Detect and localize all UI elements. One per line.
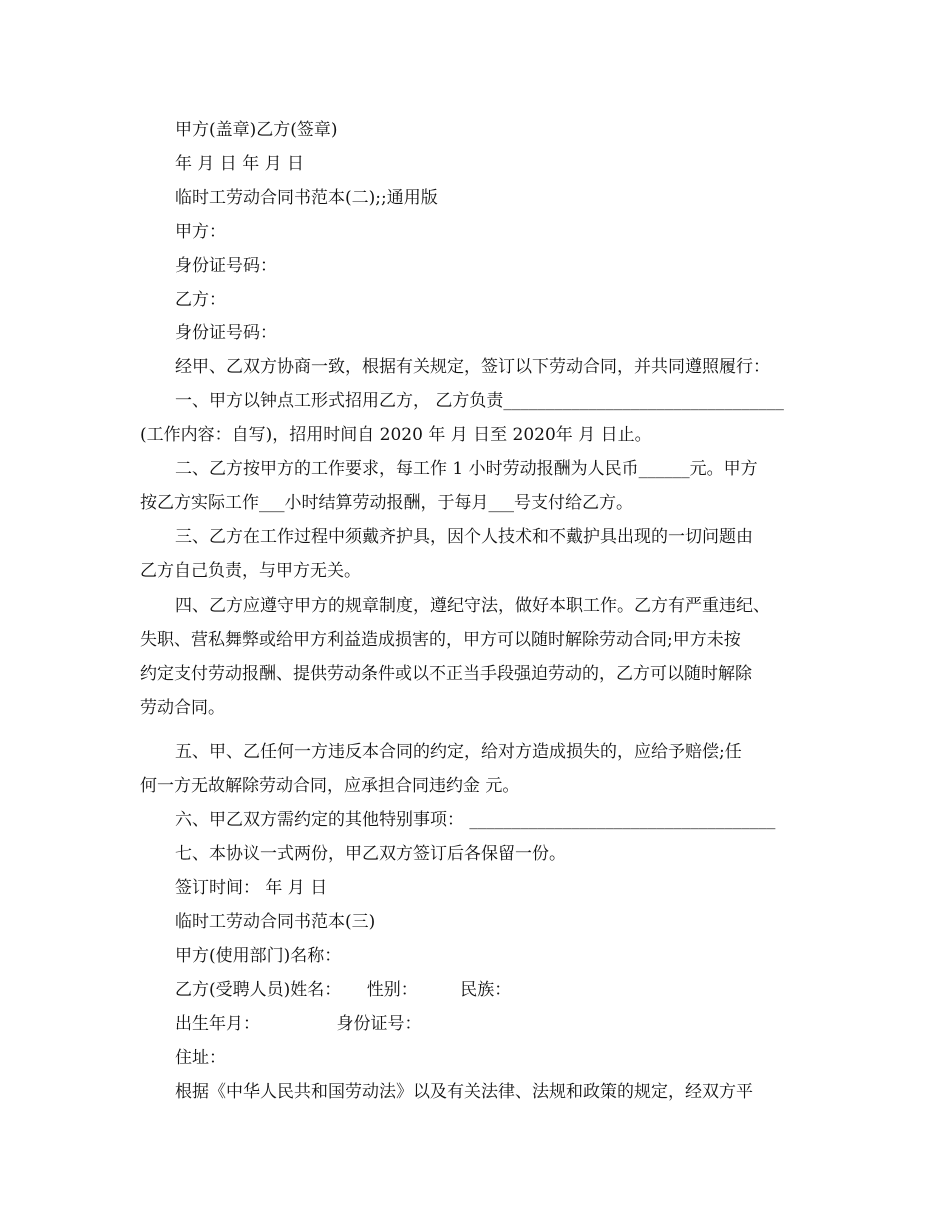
signature-line: 甲方(盖章)乙方(签章) (175, 120, 338, 140)
date-line: 年 月 日 年 月 日 (175, 154, 305, 174)
clause-3-line-1: 三、乙方在工作过程中须戴齐护具，因个人技术和不戴护具出现的一切问题由 (175, 527, 753, 547)
employer-name-line: 甲方(使用部门)名称： (175, 946, 342, 966)
signing-date-line: 签订时间： 年 月 日 (175, 878, 328, 898)
birth-id-line: 出生年月： 身份证号： (175, 1014, 422, 1034)
section-title-2: 临时工劳动合同书范本(二);;通用版 (175, 188, 438, 208)
address-line: 住址： (175, 1048, 226, 1068)
party-a-id-label: 身份证号码： (175, 256, 277, 276)
clause-4-line-3: 约定支付劳动报酬、提供劳动条件或以不正当手段强迫劳动的，乙方可以随时解除 (140, 664, 752, 684)
clause-5-line-2: 何一方无故解除劳动合同，应承担合同违约金 元。 (140, 776, 520, 796)
clause-4-line-2: 失职、营私舞弊或给甲方利益造成损害的，甲方可以随时解除劳动合同;甲方未按 (140, 630, 741, 650)
legal-basis-line: 根据《中华人民共和国劳动法》以及有关法律、法规和政策的规定，经双方平 (175, 1082, 753, 1102)
clause-4-line-4: 劳动合同。 (140, 698, 225, 718)
clause-1-line-2: (工作内容：自写)，招用时间自 2020 年 月 日至 2020年 月 日止。 (140, 425, 652, 445)
clause-3-line-2: 乙方自己负责，与甲方无关。 (140, 561, 361, 581)
employee-info-line: 乙方(受聘人员)姓名： 性别： 民族： (175, 980, 512, 1000)
party-b-id-label: 身份证号码： (175, 323, 277, 343)
clause-4-line-1: 四、乙方应遵守甲方的规章制度，遵纪守法，做好本职工作。乙方有严重违纪、 (175, 596, 770, 616)
clause-2-line-1: 二、乙方按甲方的工作要求，每工作 1 小时劳动报酬为人民币______元。甲方 (175, 459, 758, 479)
party-a-label: 甲方： (175, 222, 226, 242)
clause-6-line: 六、甲乙双方需约定的其他特别事项： ____________________________________ (175, 810, 776, 830)
clause-2-line-2: 按乙方实际工作___小时结算劳动报酬，于每月___号支付给乙方。 (140, 493, 633, 513)
clause-7-line: 七、本协议一式两份，甲乙双方签订后各保留一份。 (175, 844, 566, 864)
clause-1-line-1: 一、甲方以钟点工形式招用乙方， 乙方负责_________________________________ (175, 391, 784, 411)
preamble-line: 经甲、乙双方协商一致，根据有关规定，签订以下劳动合同，并共同遵照履行： (175, 357, 770, 377)
clause-5-line-1: 五、甲、乙任何一方违反本合同的约定，给对方造成损失的，应给予赔偿;任 (175, 742, 742, 762)
party-b-label: 乙方： (175, 290, 226, 310)
section-title-3: 临时工劳动合同书范本(三) (175, 912, 376, 932)
